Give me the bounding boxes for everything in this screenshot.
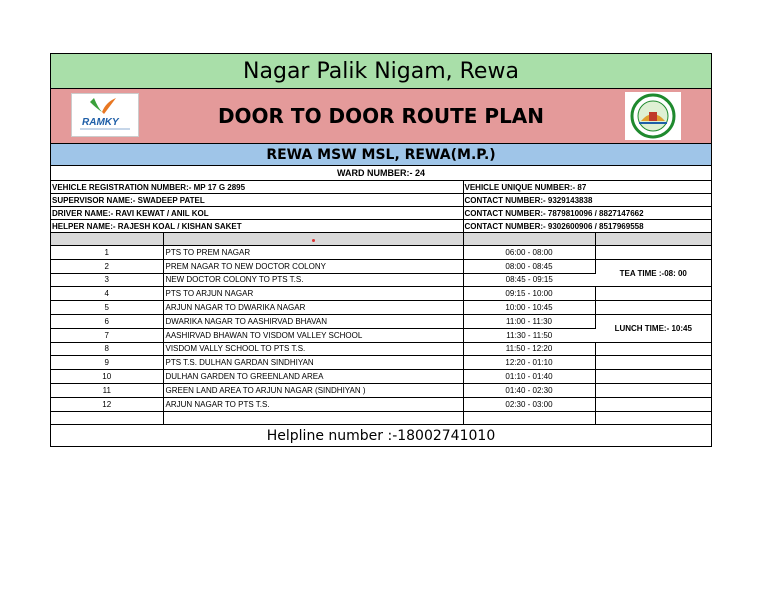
tea-time-note: TEA TIME :-08: 00 [595,259,711,287]
plan-title: DOOR TO DOOR ROUTE PLAN [217,104,545,128]
route-description: PTS TO PREM NAGAR [163,246,463,260]
route-description: DWARIKA NAGAR TO AASHIRVAD BHAVAN [163,314,463,328]
driver-name: DRIVER NAME:- RAVI KEWAT / ANIL KOL [51,207,463,220]
info-row [51,181,711,194]
info-row [51,194,711,207]
route-row [51,301,711,315]
route-time: 02:30 - 03:00 [463,397,595,411]
route-row [51,370,711,384]
route-description: GREEN LAND AREA TO ARJUN NAGAR (SINDHIYAN ) [163,383,463,397]
vehicle-registration: VEHICLE REGISTRATION NUMBER:- MP 17 G 2895 [51,181,463,194]
route-time: 11:30 - 11:50 [463,328,595,342]
route-description: DULHAN GARDEN TO GREENLAND AREA [163,370,463,384]
nagar-nigam-seal [625,92,681,140]
vehicle-unique-number: VEHICLE UNIQUE NUMBER:- 87 [463,181,711,194]
helpline: Helpline number :-18002741010 [266,427,496,444]
info-row [51,220,711,233]
route-number: 10 [51,370,163,384]
route-row [51,246,711,260]
org-title: Nagar Palik Nigam, Rewa [51,54,711,89]
plan-title-row [51,89,711,144]
msw-title: REWA MSW MSL, REWA(M.P.) [51,144,711,166]
route-time: 01:10 - 01:40 [463,370,595,384]
route-row [51,287,711,301]
route-description: AASHIRVAD BHAWAN TO VISDOM VALLEY SCHOOL [163,328,463,342]
route-number: 2 [51,259,163,273]
route-row [51,314,711,328]
route-time: 01:40 - 02:30 [463,383,595,397]
route-number: 11 [51,383,163,397]
helper-name: HELPER NAME:- RAJESH KOAL / KISHAN SAKET [51,220,463,233]
route-plan-sheet [50,53,712,447]
supervisor-contact: CONTACT NUMBER:- 9329143838 [463,194,711,207]
route-time: 08:00 - 08:45 [463,259,595,273]
marker-dot [312,239,315,242]
helper-contact: CONTACT NUMBER:- 9302600906 / 8517969558 [463,220,711,233]
route-time: 11:00 - 11:30 [463,314,595,328]
route-number: 7 [51,328,163,342]
ward-number: WARD NUMBER:- 24 [51,166,711,181]
route-time: 11:50 - 12:20 [463,342,595,356]
route-number: 1 [51,246,163,260]
info-row [51,207,711,220]
route-time: 09:15 - 10:00 [463,287,595,301]
route-row [51,342,711,356]
route-number: 9 [51,356,163,370]
route-description: ARJUN NAGAR TO PTS T.S. [163,397,463,411]
lunch-time-note: LUNCH TIME:- 10:45 [595,314,711,342]
supervisor-name: SUPERVISOR NAME:- SWADEEP PATEL [51,194,463,207]
route-number: 5 [51,301,163,315]
route-table [51,233,711,425]
route-time: 08:45 - 09:15 [463,273,595,287]
route-row [51,397,711,411]
route-number: 4 [51,287,163,301]
staff-info-table [51,181,711,233]
route-row-empty [51,411,711,425]
route-row [51,259,711,273]
route-description: PTS T.S. DULHAN GARDAN SINDHIYAN [163,356,463,370]
driver-contact: CONTACT NUMBER:- 7879810096 / 8827147662 [463,207,711,220]
route-number: 12 [51,397,163,411]
route-number: 6 [51,314,163,328]
route-time: 10:00 - 10:45 [463,301,595,315]
route-description: VISDOM VALLY SCHOOL TO PTS T.S. [163,342,463,356]
route-time: 06:00 - 08:00 [463,246,595,260]
ramky-logo-text: RAMKY [82,117,119,128]
route-description: PTS TO ARJUN NAGAR [163,287,463,301]
route-description: PREM NAGAR TO NEW DOCTOR COLONY [163,259,463,273]
ramky-logo [71,93,139,137]
route-description: ARJUN NAGAR TO DWARIKA NAGAR [163,301,463,315]
route-description: NEW DOCTOR COLONY TO PTS T.S. [163,273,463,287]
route-row [51,356,711,370]
route-number: 8 [51,342,163,356]
route-header-row [51,233,711,246]
route-number: 3 [51,273,163,287]
route-time: 12:20 - 01:10 [463,356,595,370]
route-row [51,383,711,397]
